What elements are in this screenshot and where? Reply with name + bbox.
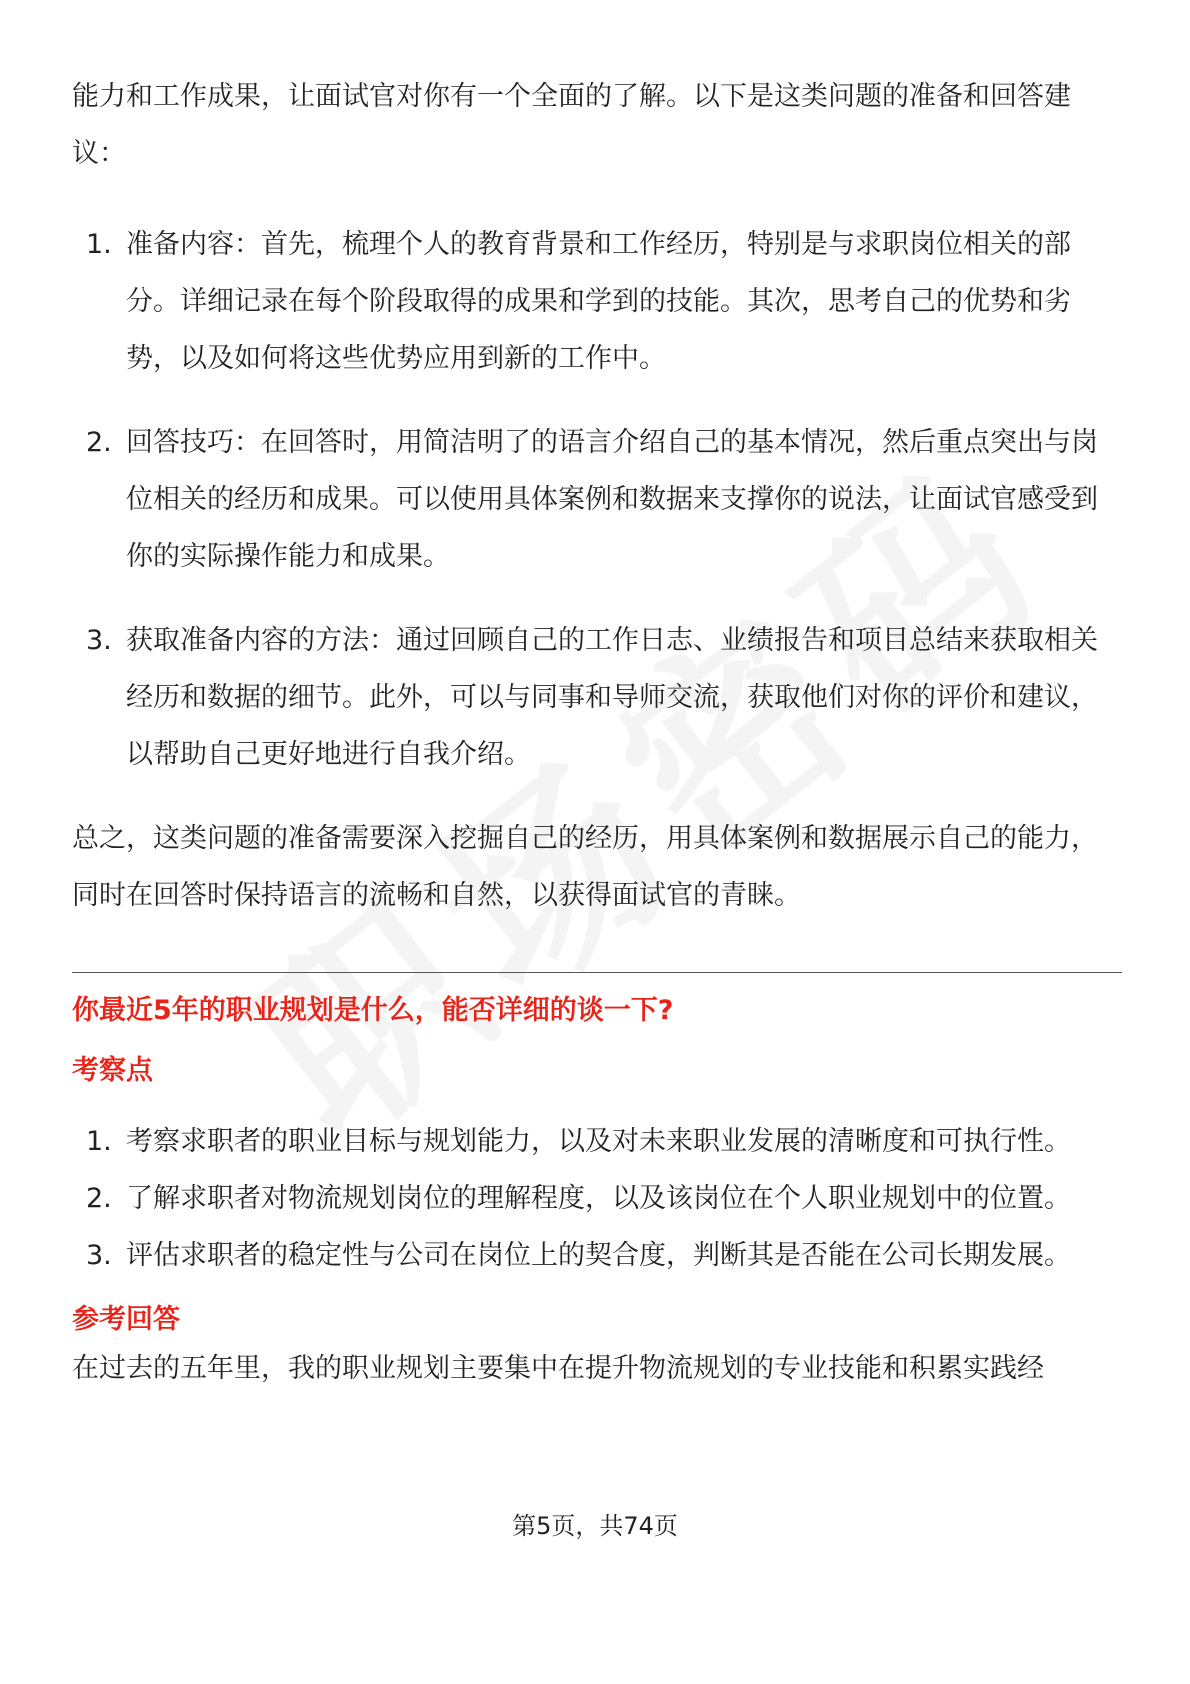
focus-list (72, 1113, 1118, 1284)
page-number: 第5页，共74页 (512, 1512, 678, 1540)
list-number: 2. (86, 1183, 112, 1214)
list-item (72, 612, 1118, 783)
list-item (72, 1227, 1118, 1284)
intro-paragraph: 能力和工作成果，让面试官对你有一个全面的了解。以下是这类问题的准备和回答建议： (72, 81, 1071, 169)
answer-heading: 参考回答 (72, 1304, 180, 1335)
focus-heading: 考察点 (72, 1055, 153, 1086)
list-number: 1. (86, 229, 112, 260)
list-item (72, 414, 1118, 585)
list-item-text: 准备内容：首先，梳理个人的教育背景和工作经历，特别是与求职岗位相关的部分。详细记录在每个阶段取得的成果和学到的技能。其次，思考自己的优势和劣势，以及如何将这些优势应用到新的工作中。 (126, 229, 1071, 374)
summary-paragraph: 总之，这类问题的准备需要深入挖掘自己的经历，用具体案例和数据展示自己的能力，同时在回答时保持语言的流畅和自然，以获得面试官的青睐。 (72, 823, 1098, 911)
advice-list (72, 216, 1118, 783)
list-item (72, 1170, 1118, 1227)
answer-paragraph: 在过去的五年里，我的职业规划主要集中在提升物流规划的专业技能和积累实践经 (72, 1353, 1044, 1384)
list-number: 2. (86, 427, 112, 458)
list-number: 3. (86, 625, 112, 656)
list-item-text: 了解求职者对物流规划岗位的理解程度，以及该岗位在个人职业规划中的位置。 (126, 1183, 1071, 1214)
list-item-text: 获取准备内容的方法：通过回顾自己的工作日志、业绩报告和项目总结来获取相关经历和数据的细节。此外，可以与同事和导师交流，获取他们对你的评价和建议，以帮助自己更好地进行自我介绍。 (126, 625, 1098, 770)
list-item (72, 216, 1118, 387)
list-number: 1. (86, 1126, 112, 1157)
list-item-text: 考察求职者的职业目标与规划能力，以及对未来职业发展的清晰度和可执行性。 (126, 1126, 1071, 1157)
list-number: 3. (86, 1240, 112, 1271)
list-item-text: 回答技巧：在回答时，用简洁明了的语言介绍自己的基本情况，然后重点突出与岗位相关的经历和成果。可以使用具体案例和数据来支撑你的说法，让面试官感受到你的实际操作能力和成果。 (126, 427, 1098, 572)
list-item (72, 1113, 1118, 1170)
page-content (72, 68, 1118, 1397)
question-title: 你最近5年的职业规划是什么，能否详细的谈一下? (72, 995, 674, 1026)
list-item-text: 评估求职者的稳定性与公司在岗位上的契合度，判断其是否能在公司长期发展。 (126, 1240, 1071, 1271)
section-divider (72, 972, 1122, 973)
